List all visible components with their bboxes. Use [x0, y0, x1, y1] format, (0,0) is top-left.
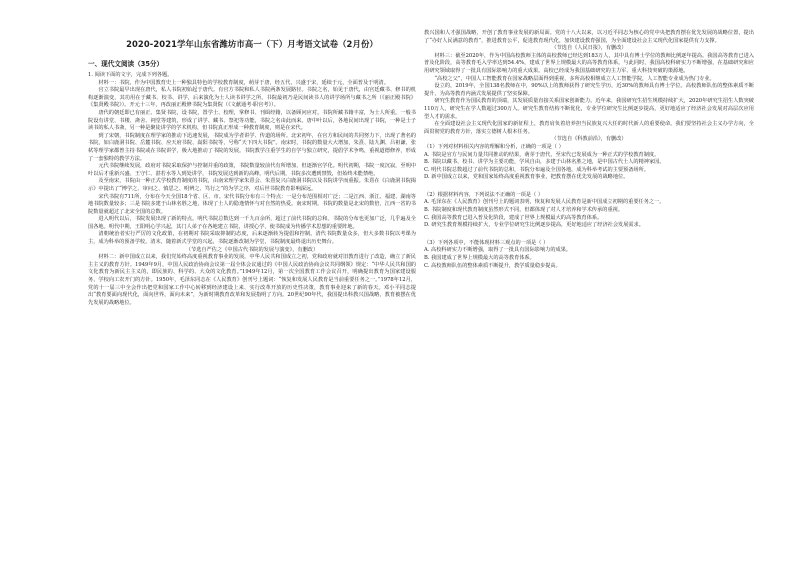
paragraph: 及至南宋，书院由一种正式学校教育制度的书院，由南宋理学家朱熹会、朱熹复兴白鹿洞书院以及书院讲学而重振。朱熹在《白鹿洞书院揭示》中提出了“博学之、审问之、慎思之、明辨之、笃行之”的为学之序，对后世书院教育影响深远。	[88, 178, 416, 192]
answer-option: D. 新中国成立以来，党和国家始终高度重视教育事业，把教育摆在优先发展的战略地位。	[424, 174, 629, 181]
answer-option: C. 我国高等教育已进入普及化阶段，建成了世界上规模最大的高等教育体系。	[424, 214, 603, 221]
answer-option: A. 毛泽东在《人民教育》创刊号上的题词表明，恢复和发展人民教育是新中国成立初期的重要任务之一。	[424, 199, 665, 206]
paragraph: 宋代书院有711所，分布在今天全国18个省、区、市。宋代书院分布有三个特点：一是分布范围相对广泛；二是江西、浙江、福建、湖南等地书院数量较多；三是书院多建于山林名胜之地，体现了士人的隐逸情怀与对自然的热爱。南宋时期，书院的数量是北宋的数倍，江西一省的书院数量就超过了北宋全国的总数。	[88, 193, 416, 215]
paragraph: 材料一：书院，作为中国教育史上一种独具特色的学校教育制度，萌芽于唐，经五代，兴盛于宋，延续于元，全面普及于明清。	[98, 79, 389, 86]
answer-option: B. 我国建成了世界上规模最大的高等教育体系。	[424, 255, 535, 262]
paragraph: 设立的，2019年，全国138名教师在中，90%以上的教师获得了研究生学历，近30%的教师具有博士学位。高校教师队伍的整体素质不断提升，为高等教育内涵式发展提供了坚实保障。	[424, 83, 754, 97]
answer-option: B. 书院制度和现代教育制度虽然形式不同，但都体现了对人才培养和学术传承的重视。	[424, 207, 624, 214]
question-stem: （1）下列对材料相关内容的理解和分析，正确的一项是（ ）	[424, 143, 564, 150]
answer-option: A. 高校科研实力不断增强，取得了一批具有国际影响力的成果。	[424, 247, 572, 254]
paragraph: 元代书院继续发展，政府对书院采取保护与控制并重的政策，书院数量较前代有所增加，但逐渐官学化。明代初期，书院一度沉寂，至明中叶以后才重新兴盛。王守仁、湛若水等人到处讲学，书院发展达到新的高峰。明代后期，书院多次遭到禁毁，但始终未能禁绝。	[88, 163, 416, 177]
question-instruction: 1. 阅读下面的文字，完成下列各题。	[88, 72, 173, 78]
paragraph: 清朝统治者实行严厉的文化政策，在初期对书院采取抑制的态度，后来逐渐转为提倡和控制。清代书院数量众多，但大多数书院以考课为主，成为科举的预备学校。清末，随着新式学堂的兴起，书院逐渐改制为学堂，书院制度最终退出历史舞台。	[88, 231, 416, 246]
paragraph: 唐代的朝廷即已有丽正、集贤书院，设书院，置学士、校理，掌修书、刊缉经籍，以备顾问应对。书院所藏书籍丰富，为士人所重。一般书院设有讲堂、书楼、斋舍、祠堂等建筑，形成了讲学、藏书、祭祀等功能，书院之名由此而来。唐中叶以后，各地民间出现了书院，一种是士子读书的私人书斋，另一种是聚徒讲学的学术机构，但书院真正形成一种教育制度，则是在宋代。	[88, 109, 416, 132]
answer-option: C. 高校教师队伍的整体素质不断提升，教学质量稳步提高。	[424, 262, 561, 269]
answer-option: B. 书院以藏书、校书、讲学为主要功能，学风自由，多建于山林名胜之地，是中国古代士人的精神家园。	[424, 159, 665, 166]
paragraph: 进入明代以后，书院发展出现了新的特点。明代书院总数达到一千九百余所，超过了前代书院的总和。书院的分布也更加广泛，几乎遍及全国各地。明代中期，王阳明心学兴起，其门人弟子在各地建立书院，讲授心学，使书院成为传播学术思想的重要阵地。	[88, 216, 416, 230]
paragraph: 材料三：截至2020年，作为中国高校教师主体的高校教师已经达到183万人，其中具有博士学位的教师比例逐年提高。我国高等教育已进入普及化阶段，高等教育毛入学率达到54.4%，建成了世界上规模最大的高等教育体系。与此同时，我国高校科研实力不断增强，在基础研究和应用研究领域取得了一批具有国际影响力的重大成果。高校已经成为我国基础研究的主力军、重大科技突破的策源地。	[424, 52, 754, 74]
question-stem: （2）根据材料内容，下列说法不正确的一项是（ ）	[424, 191, 544, 198]
answer-option: D. 研究生教育规模持续扩大，专业学位研究生比例逐步提高，更好地适应了经济社会发展需求。	[424, 222, 644, 229]
paragraph: “高校之父”，中国人工智能教育在国家战略层面得到重视，多所高校相继成立人工智能学院，人工智能专业成为热门专业。	[434, 75, 715, 82]
section-heading: 一、现代文阅读（35分）	[88, 60, 164, 68]
answer-option: A. 书院是官方与民间力量共同推动的结果，萌芽于唐代，至宋代已发展成为一种正式的学校教育制度。	[424, 151, 660, 158]
paragraph: 到了宋朝，书院制度在理学家的推动下迅速发展，书院成为学者讲学、传道的场所。北宋初年，在官方和民间的共同努力下，出现了著名的书院，如白鹿洞书院、岳麓书院、应天府书院、嵩阳书院等，号称“天下四大书院”。南宋时，书院的数量大大增加，朱熹、陆九渊、吕祖谦、张栻等理学家都曾主持书院或在书院讲学，极大地推动了书院的发展。书院教学注重学生的自学与独立研究，提倡学术争鸣，重视道德修养，形成了一套独特的教学方法。	[88, 132, 416, 162]
left-column	[88, 0, 416, 562]
source-citation: （节选自《科教前沿》，有删改）	[551, 136, 627, 143]
page-title: 2020-2021学年山东省潍坊市高一（下）月考语文试卷（2月份）	[126, 39, 378, 49]
question-stem: （3）下列各项中，不能体现材料三观点的一项是（ ）	[424, 239, 549, 246]
source-citation: （节选自严佐之《中国古代书院的发展与演变》，有删改）	[185, 246, 319, 253]
paragraph: 教兴国和人才强国战略，开创了教育事业发展的新局面。党的十八大以来，以习近平同志为核心的党中央把教育摆在优先发展的战略位置，提出了“办好人民满意的教育”，推进教育公平，促进教育现代化，加快建设教育强国，为全面建设社会主义现代化国家提供有力支撑。	[424, 30, 754, 44]
answer-option: C. 明代书院总数超过了前代书院的总和，书院分布遍及全国各地，成为科举考试的主要预备场所。	[424, 166, 649, 173]
paragraph: 在全面建设社会主义现代化国家的新征程上，教育肩负着培养担当民族复兴大任的时代新人的重要使命。我们要坚持社会主义办学方向，全面贯彻党的教育方针，落实立德树人根本任务。	[424, 121, 754, 135]
paragraph: 研究生教育作为国民教育的顶端，其发展质量直接关系国家创新能力。近年来，我国研究生招生规模持续扩大，2020年研究生招生人数突破110万人，研究生在学人数超过300万人。研究生教育结构不断优化，专业学位研究生比例逐步提高，更好地适应了经济社会发展对高层次应用型人才的需求。	[424, 98, 754, 120]
source-citation: （节选自《人民日报》，有删改）	[551, 45, 627, 52]
paragraph: 官立书院最早出现在唐代，私人书院初始起于唐代。有官方书院和私人书院两条发展路径。书院之名，始见于唐代，由宫廷藏书、修书的机构逐渐演变，其功用在于藏书、校书、讲学，后来演化为士人读书讲学之所，书院最初乃是民间读书人的讲学场所与藏书之所（《丽正殿书院》《集贤殿书院》）。开元十三年，再改丽正殿修书院为集贤院（《文献通考·职官考》）。	[88, 87, 416, 109]
right-column	[424, 0, 754, 562]
paragraph: 材料二：新中国成立以来，我们党始终高度重视教育事业的发展，中华人民共和国成立之初，党和政府就对旧教育进行了改造，确立了新民主主义的教育方针。1949年9月，中国人民政治协商会议第一届全体会议通过的《中国人民政治协商会议共同纲领》规定：“中华人民共和国的文化教育为新民主主义的，即民族的、科学的、大众的文化教育。”1949年12月，第一次全国教育工作会议召开，明确提出教育为国家建设服务、学校向工农开门的方针。1950年，毛泽东同志在《人民教育》创刊号上题词：“恢复和发展人民教育是当前重要任务之一。”1978年12月，党的十一届三中全会作出把党和国家工作中心转移到经济建设上来、实行改革开放的历史性决策，教育事业迎来了新的春天。邓小平同志提出“教育要面向现代化，面向世界，面向未来”，为新时期教育改革和发展指明了方向。20世纪90年代，我国提出科教兴国战略，教育被摆在优先发展的战略地位。	[88, 254, 416, 306]
